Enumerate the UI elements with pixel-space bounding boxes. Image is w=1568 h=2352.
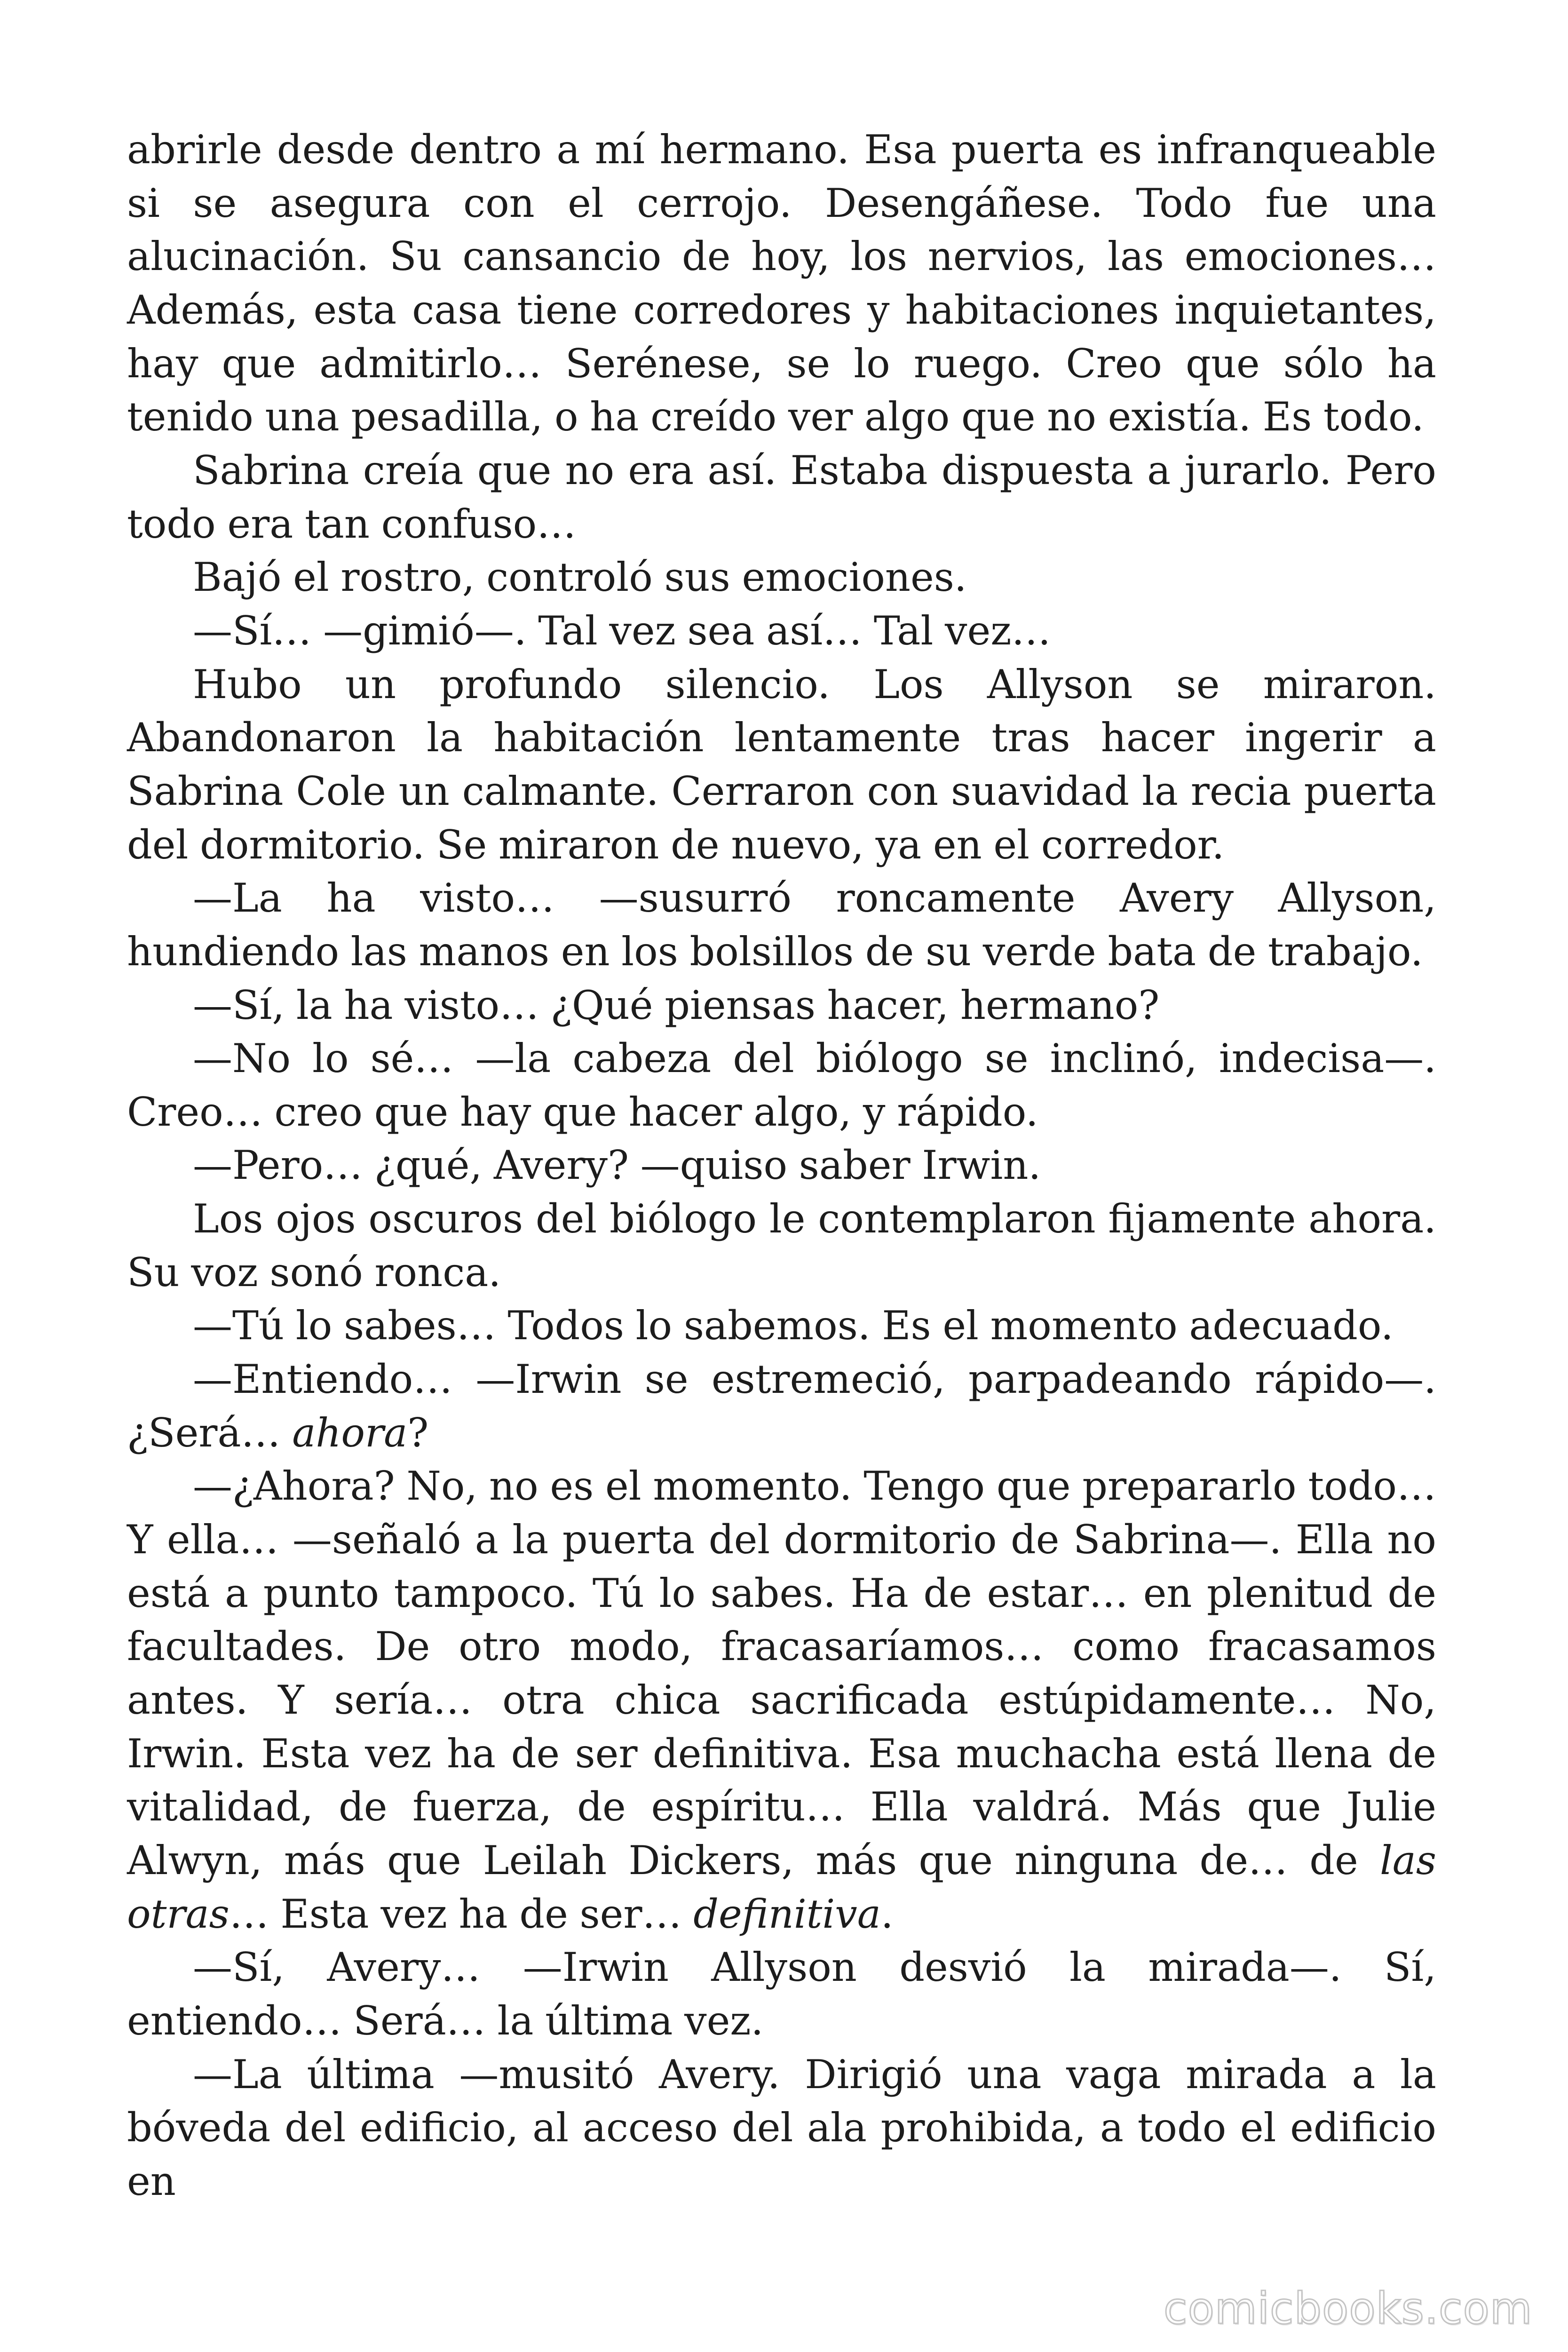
paragraph <box>127 1139 1436 1192</box>
paragraph <box>127 1299 1436 1353</box>
paragraph <box>127 658 1436 872</box>
paragraph <box>127 2048 1436 2209</box>
italic-text: ahora <box>292 1409 408 1456</box>
text-run: —Sí, la ha visto… ¿Qué piensas hacer, hermano? <box>193 982 1160 1028</box>
text-run: —Sí, Avery… —Irwin Allyson desvió la mirada—. Sí, entiendo… Será… la última vez. <box>127 1944 1436 2044</box>
paragraph <box>127 1032 1436 1139</box>
text-run: Sabrina creía que no era así. Estaba dispuesta a jurarlo. Pero todo era tan confuso… <box>127 447 1436 547</box>
paragraph <box>127 444 1436 551</box>
paragraph <box>127 604 1436 658</box>
paragraph <box>127 979 1436 1033</box>
paragraph <box>127 1941 1436 2048</box>
text-run: abrirle desde dentro a mí hermano. Esa puerta es infranqueable si se asegura con el cerrojo. Desengáñese. Todo fue una alucinación. Su cansancio de hoy, los nervios, las emociones… Además, esta casa tiene corredores y habitaciones inquietantes, hay que admitirlo… Serénese, se lo ruego. Creo que sólo ha tenido una pesadilla, o ha creído ver algo que no existía. Es todo. <box>127 127 1436 440</box>
paragraph <box>127 1460 1436 1941</box>
paragraph <box>127 1192 1436 1299</box>
italic-text: las otras <box>127 1837 1436 1937</box>
text-run: —Pero… ¿qué, Avery? —quiso saber Irwin. <box>193 1142 1041 1189</box>
text-run: Los ojos oscuros del biólogo le contemplaron fijamente ahora. Su voz sonó ronca. <box>127 1196 1436 1295</box>
text-run: Bajó el rostro, controló sus emociones. <box>193 554 967 601</box>
text-run: —La última —musitó Avery. Dirigió una vaga mirada a la bóveda del edificio, al acceso del ala prohibida, a todo el edificio en <box>127 2051 1436 2204</box>
site-watermark: comicbooks.com <box>1164 2283 1533 2334</box>
text-run: —Sí… —gimió—. Tal vez sea así… Tal vez… <box>193 607 1051 654</box>
paragraph <box>127 123 1436 444</box>
body-text <box>127 123 1436 2209</box>
paragraph <box>127 551 1436 604</box>
text-run: . <box>880 1891 894 1937</box>
text-run: —¿Ahora? No, no es el momento. Tengo que prepararlo todo… Y ella… —señaló a la puerta del dormitorio de Sabrina—. Ella no está a punto tampoco. Tú lo sabes. Ha de estar… en plenitud de facultades. De otro modo, fracasaríamos… como fracasamos antes. Y sería… otra chica sacrificada estúpidamente… No, Irwin. Esta vez ha de ser definitiva. Esa muchacha está llena de vitalidad, de fuerza, de espíritu… Ella valdrá. Más que Julie Alwyn, más que Leilah Dickers, más que ninguna de… de <box>127 1463 1436 1883</box>
text-run: —La ha visto… —susurró roncamente Avery Allyson, hundiendo las manos en los bolsillos de su verde bata de trabajo. <box>127 875 1436 975</box>
text-run: —Entiendo… —Irwin se estremeció, parpadeando rápido—. ¿Será… <box>127 1356 1436 1456</box>
text-run: ? <box>407 1409 429 1456</box>
text-run: —Tú lo sabes… Todos lo sabemos. Es el momento adecuado. <box>193 1303 1394 1349</box>
text-run: … Esta vez ha de ser… <box>229 1891 694 1937</box>
paragraph <box>127 872 1436 978</box>
text-run: Hubo un profundo silencio. Los Allyson se miraron. Abandonaron la habitación lentamente tras hacer ingerir a Sabrina Cole un calmante. Cerraron con suavidad la recia puerta del dormitorio. Se miraron de nuevo, ya en el corredor. <box>127 661 1436 868</box>
italic-text: definitiva <box>693 1891 881 1937</box>
text-run: —No lo sé… —la cabeza del biólogo se inclinó, indecisa—. Creo… creo que hay que hacer algo, y rápido. <box>127 1035 1436 1135</box>
paragraph <box>127 1353 1436 1460</box>
